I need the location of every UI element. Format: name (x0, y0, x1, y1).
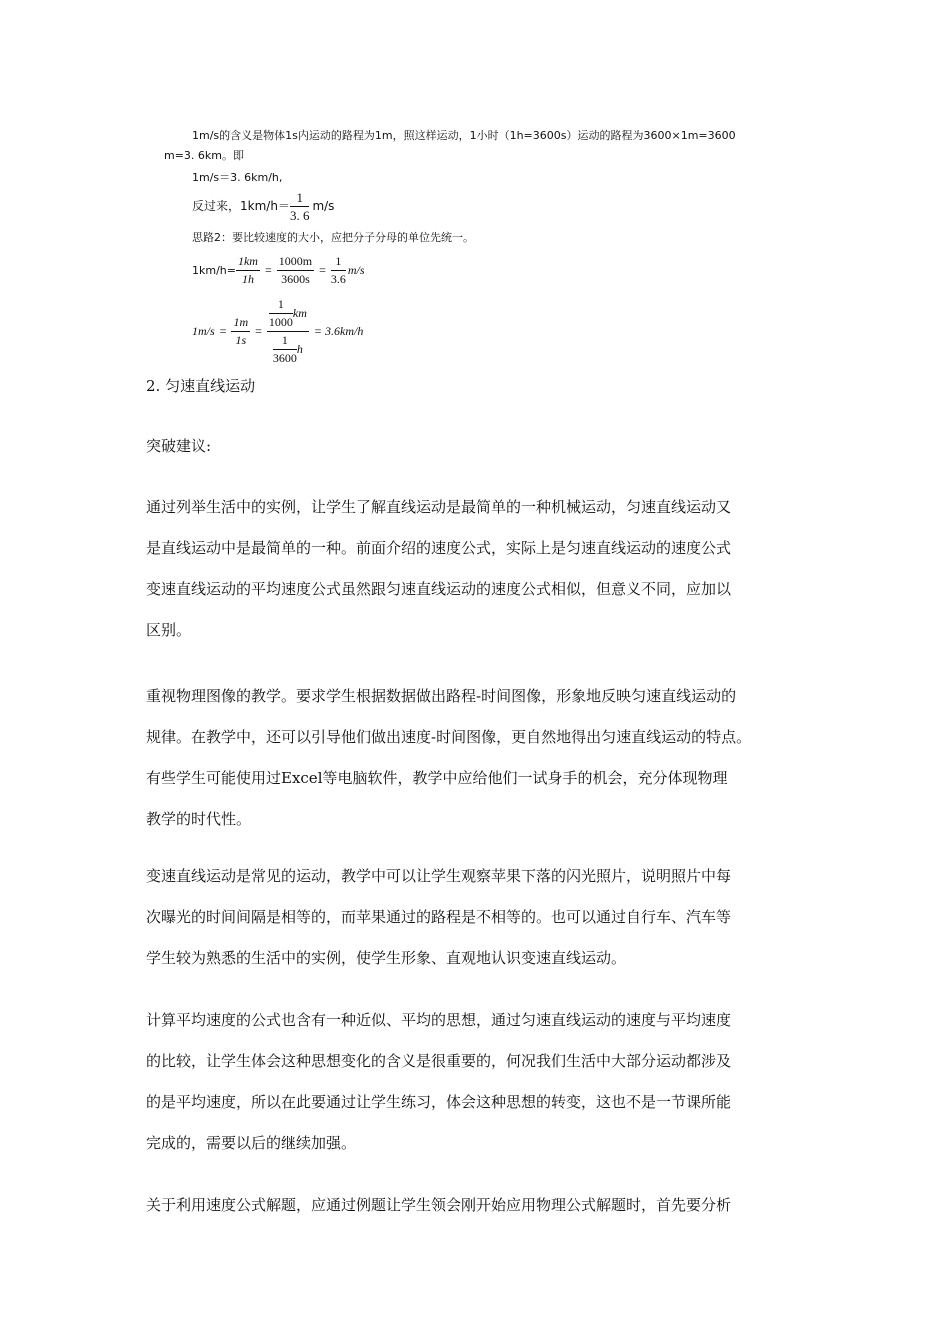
formula1-f1-numerator: 1km (236, 253, 260, 271)
converse-unit: m/s (312, 199, 335, 213)
intro-line-1: 1m/s的含义是物体1s内运动的路程为1m，照这样运动，1小时（1h=3600s）运动的路程为3600×1m=3600 (192, 129, 736, 142)
paragraph-line: 学生较为熟悉的生活中的实例，使学生形象、直观地认识变速直线运动。 (146, 949, 627, 967)
paragraph-1 (146, 487, 816, 651)
formula1-fraction-3 (331, 253, 346, 288)
paragraph-line: 规律。在教学中，还可以引导他们做出速度-时间图像，更自然地得出匀速直线运动的特点。 (146, 728, 752, 746)
paragraph-line: 通过列举生活中的实例，让学生了解直线运动是最简单的一种机械运动，匀速直线运动又 (146, 498, 732, 516)
paragraph-line: 有些学生可能使用过Excel等电脑软件，教学中应给他们一试身手的机会，充分体现物理 (146, 769, 728, 787)
paragraph-line: 的是平均速度，所以在此要通过让学生练习，体会这种思想的转变，这也不是一节课所能 (146, 1093, 732, 1111)
formula1-eq-1: = (264, 262, 272, 277)
formula2-inner-top (269, 296, 293, 331)
formula2-lhs: 1m/s (192, 323, 215, 338)
formula2-inner-top-unit: km (292, 305, 307, 320)
formula1-fraction-1 (236, 253, 260, 288)
formula-kmh-to-ms (192, 250, 365, 290)
formula1-lhs: 1km/h= (192, 263, 236, 277)
intro-line-3: 1m/s＝3. 6km/h, (192, 171, 283, 184)
formula2-inner-bot-num: 1 (273, 332, 297, 350)
formula1-f3-numerator: 1 (331, 253, 346, 271)
paragraph-line: 次曝光的时间间隔是相等的，而苹果通过的路程是不相等的。也可以通过自行车、汽车等 (146, 908, 732, 926)
formula2-eq-1: = (219, 323, 227, 338)
formula1-f2-denominator: 3600s (281, 271, 310, 286)
formula2-inner-top-den: 1000 (268, 314, 293, 329)
converse-denominator: 3. 6 (289, 207, 310, 223)
formula2-inner-bottom (273, 332, 297, 367)
paragraph-line: 关于利用速度公式解题，应通过例题让学生领会刚开始应用物理公式解题时，首先要分析 (146, 1196, 732, 1214)
paragraph-2 (146, 676, 816, 840)
paragraph-4 (146, 1000, 816, 1164)
formula2-result: = 3.6km/h (313, 323, 364, 338)
paragraph-line: 重视物理图像的教学。要求学生根据数据做出路程-时间图像，形象地反映匀速直线运动的 (146, 687, 737, 705)
section-heading: 2. 匀速直线运动 (146, 377, 256, 395)
formula2-f1-numerator: 1m (231, 314, 250, 332)
paragraph-line: 教学的时代性。 (146, 810, 252, 828)
formula2-eq-2: = (255, 323, 262, 338)
idea-2: 思路2：要比较速度的大小，应把分子分母的单位先统一。 (192, 231, 474, 244)
formula-ms-to-kmh (192, 294, 363, 368)
formula2-inner-top-num: 1 (269, 296, 293, 314)
formula2-f1-denominator: 1s (235, 332, 247, 347)
formula1-f3-denominator: 3.6 (330, 271, 346, 286)
paragraph-line: 完成的，需要以后的继续加强。 (146, 1134, 357, 1152)
paragraph-line: 的比较，让学生体会这种思想变化的含义是很重要的，何况我们生活中大部分运动都涉及 (146, 1052, 732, 1070)
paragraph-line: 是直线运动中是最简单的一种。前面介绍的速度公式，实际上是匀速直线运动的速度公式 (146, 539, 732, 557)
suggestion-label: 突破建议: (146, 437, 212, 455)
formula1-eq-2: = (319, 262, 326, 277)
paragraph-line: 变速直线运动是常见的运动，教学中可以让学生观察苹果下落的闪光照片，说明照片中每 (146, 867, 732, 885)
paragraph-5 (146, 1185, 816, 1226)
converse-fraction (290, 189, 310, 224)
formula2-compound-fraction (267, 296, 309, 367)
formula2-compound-top (267, 296, 309, 332)
formula2-inner-bot-unit: h (296, 341, 303, 356)
converse-prefix: 反过来，1km/h＝ (192, 199, 290, 213)
formula1-unit: m/s (347, 262, 365, 277)
paragraph-3 (146, 856, 816, 979)
formula1-f2-numerator: 1000m (277, 253, 314, 271)
converse-numerator: 1 (290, 189, 310, 207)
formula2-compound-bottom (267, 332, 309, 367)
formula1-f1-denominator: 1h (241, 271, 254, 286)
converse-line (192, 188, 334, 224)
formula2-inner-bot-den: 3600 (272, 350, 297, 365)
paragraph-line: 变速直线运动的平均速度公式虽然跟匀速直线运动的速度公式相似，但意义不同，应加以 (146, 580, 732, 598)
formula2-fraction-1 (231, 314, 250, 349)
paragraph-line: 区别。 (146, 621, 192, 639)
formula1-fraction-2 (277, 253, 314, 288)
paragraph-line: 计算平均速度的公式也含有一种近似、平均的思想，通过匀速直线运动的速度与平均速度 (146, 1011, 732, 1029)
intro-line-2: m=3. 6km。即 (164, 149, 245, 162)
